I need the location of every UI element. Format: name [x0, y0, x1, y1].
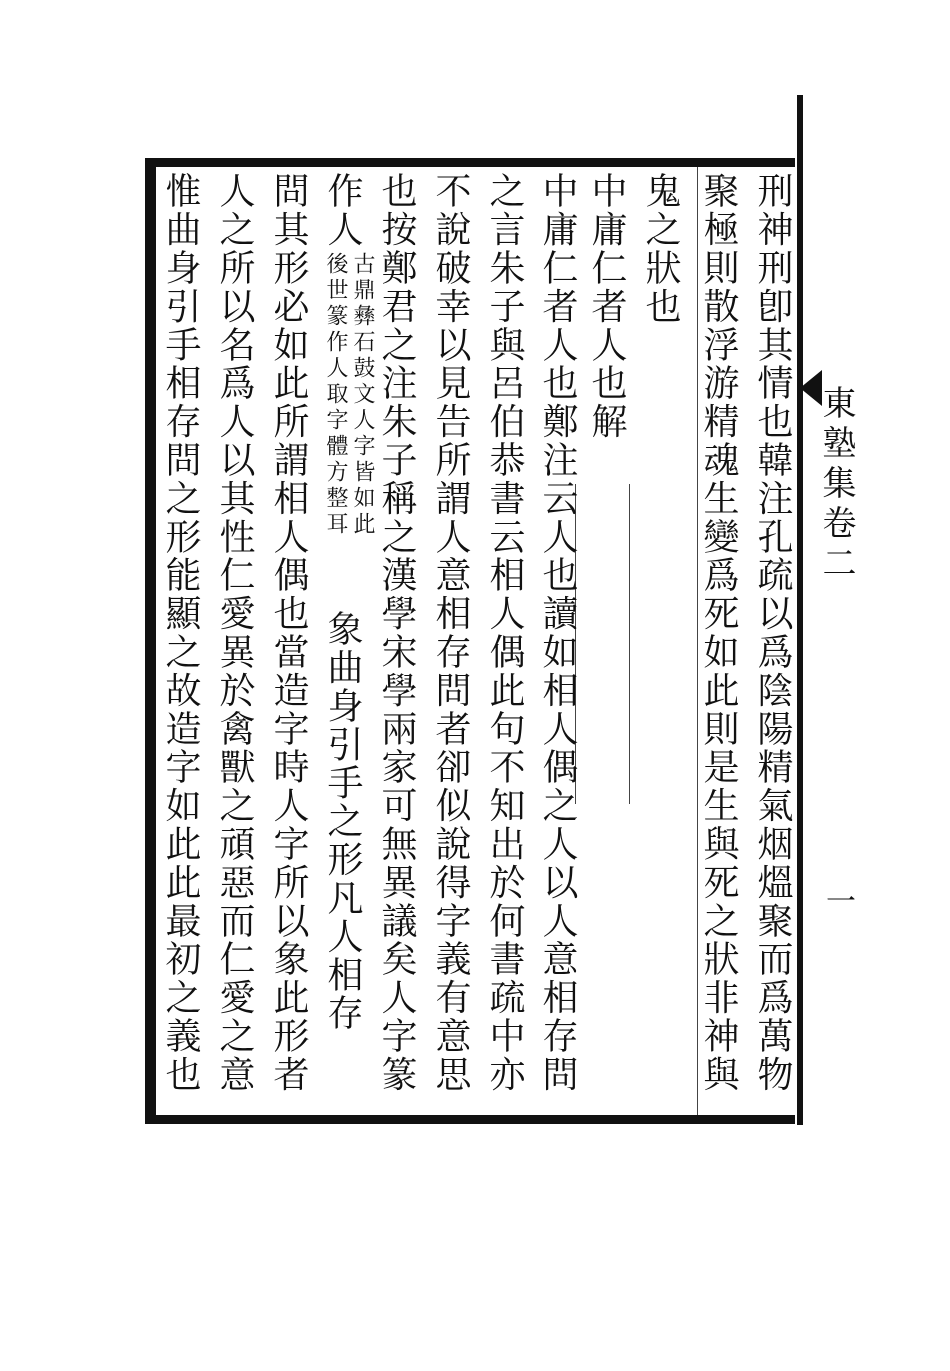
- text-column-12: 惟曲身引手相存問之形能顯之故造字如此此最初之義也: [160, 172, 201, 1094]
- text-column-7: 不說破幸以見告所謂人意相存問者卻似說得字義有意思: [430, 172, 471, 1094]
- banner-page-number: 一: [820, 885, 855, 915]
- text-column-6: 之言朱子與呂伯恭書云相人偶此句不知出於何書疏中亦: [484, 172, 525, 1094]
- banner-title: 東塾集卷二: [816, 385, 856, 585]
- banner-bar: [797, 95, 803, 1125]
- text-column-2: 聚極則散浮游精魂生變爲死如此則是生與死之狀非神與: [698, 172, 739, 1094]
- column-rule: [629, 484, 630, 804]
- section-heading: 中庸仁者人也解: [586, 172, 627, 441]
- text-column-8: 也按鄭君之注朱子稱之漢學宋學兩家可無異議矣人字篆: [376, 172, 417, 1094]
- text-column-11: 人之所以名爲人以其性仁愛異於禽獸之頑惡而仁愛之意: [214, 172, 255, 1094]
- text-column-9-head: 作人: [322, 172, 363, 249]
- text-column-1: 刑神刑卽其情也韓注孔疏以爲陰陽精氣烟熅聚而爲萬物: [752, 172, 793, 1094]
- interlinear-note-left: 後世篆作人取字體方整耳: [323, 252, 348, 538]
- text-column-10: 問其形必如此所謂相人偶也當造字時人字所以象此形者: [268, 172, 309, 1094]
- inner-rule: [154, 167, 156, 1115]
- text-column-3: 鬼之狀也: [640, 172, 681, 326]
- text-column-9-tail: 象曲身引手之形凡人相存: [322, 610, 363, 1033]
- text-column-5: 中庸仁者人也鄭注云人也讀如相人偶之人以人意相存問: [537, 172, 578, 1094]
- interlinear-note-right: 古鼎彝石鼓文人字皆如此: [350, 252, 375, 538]
